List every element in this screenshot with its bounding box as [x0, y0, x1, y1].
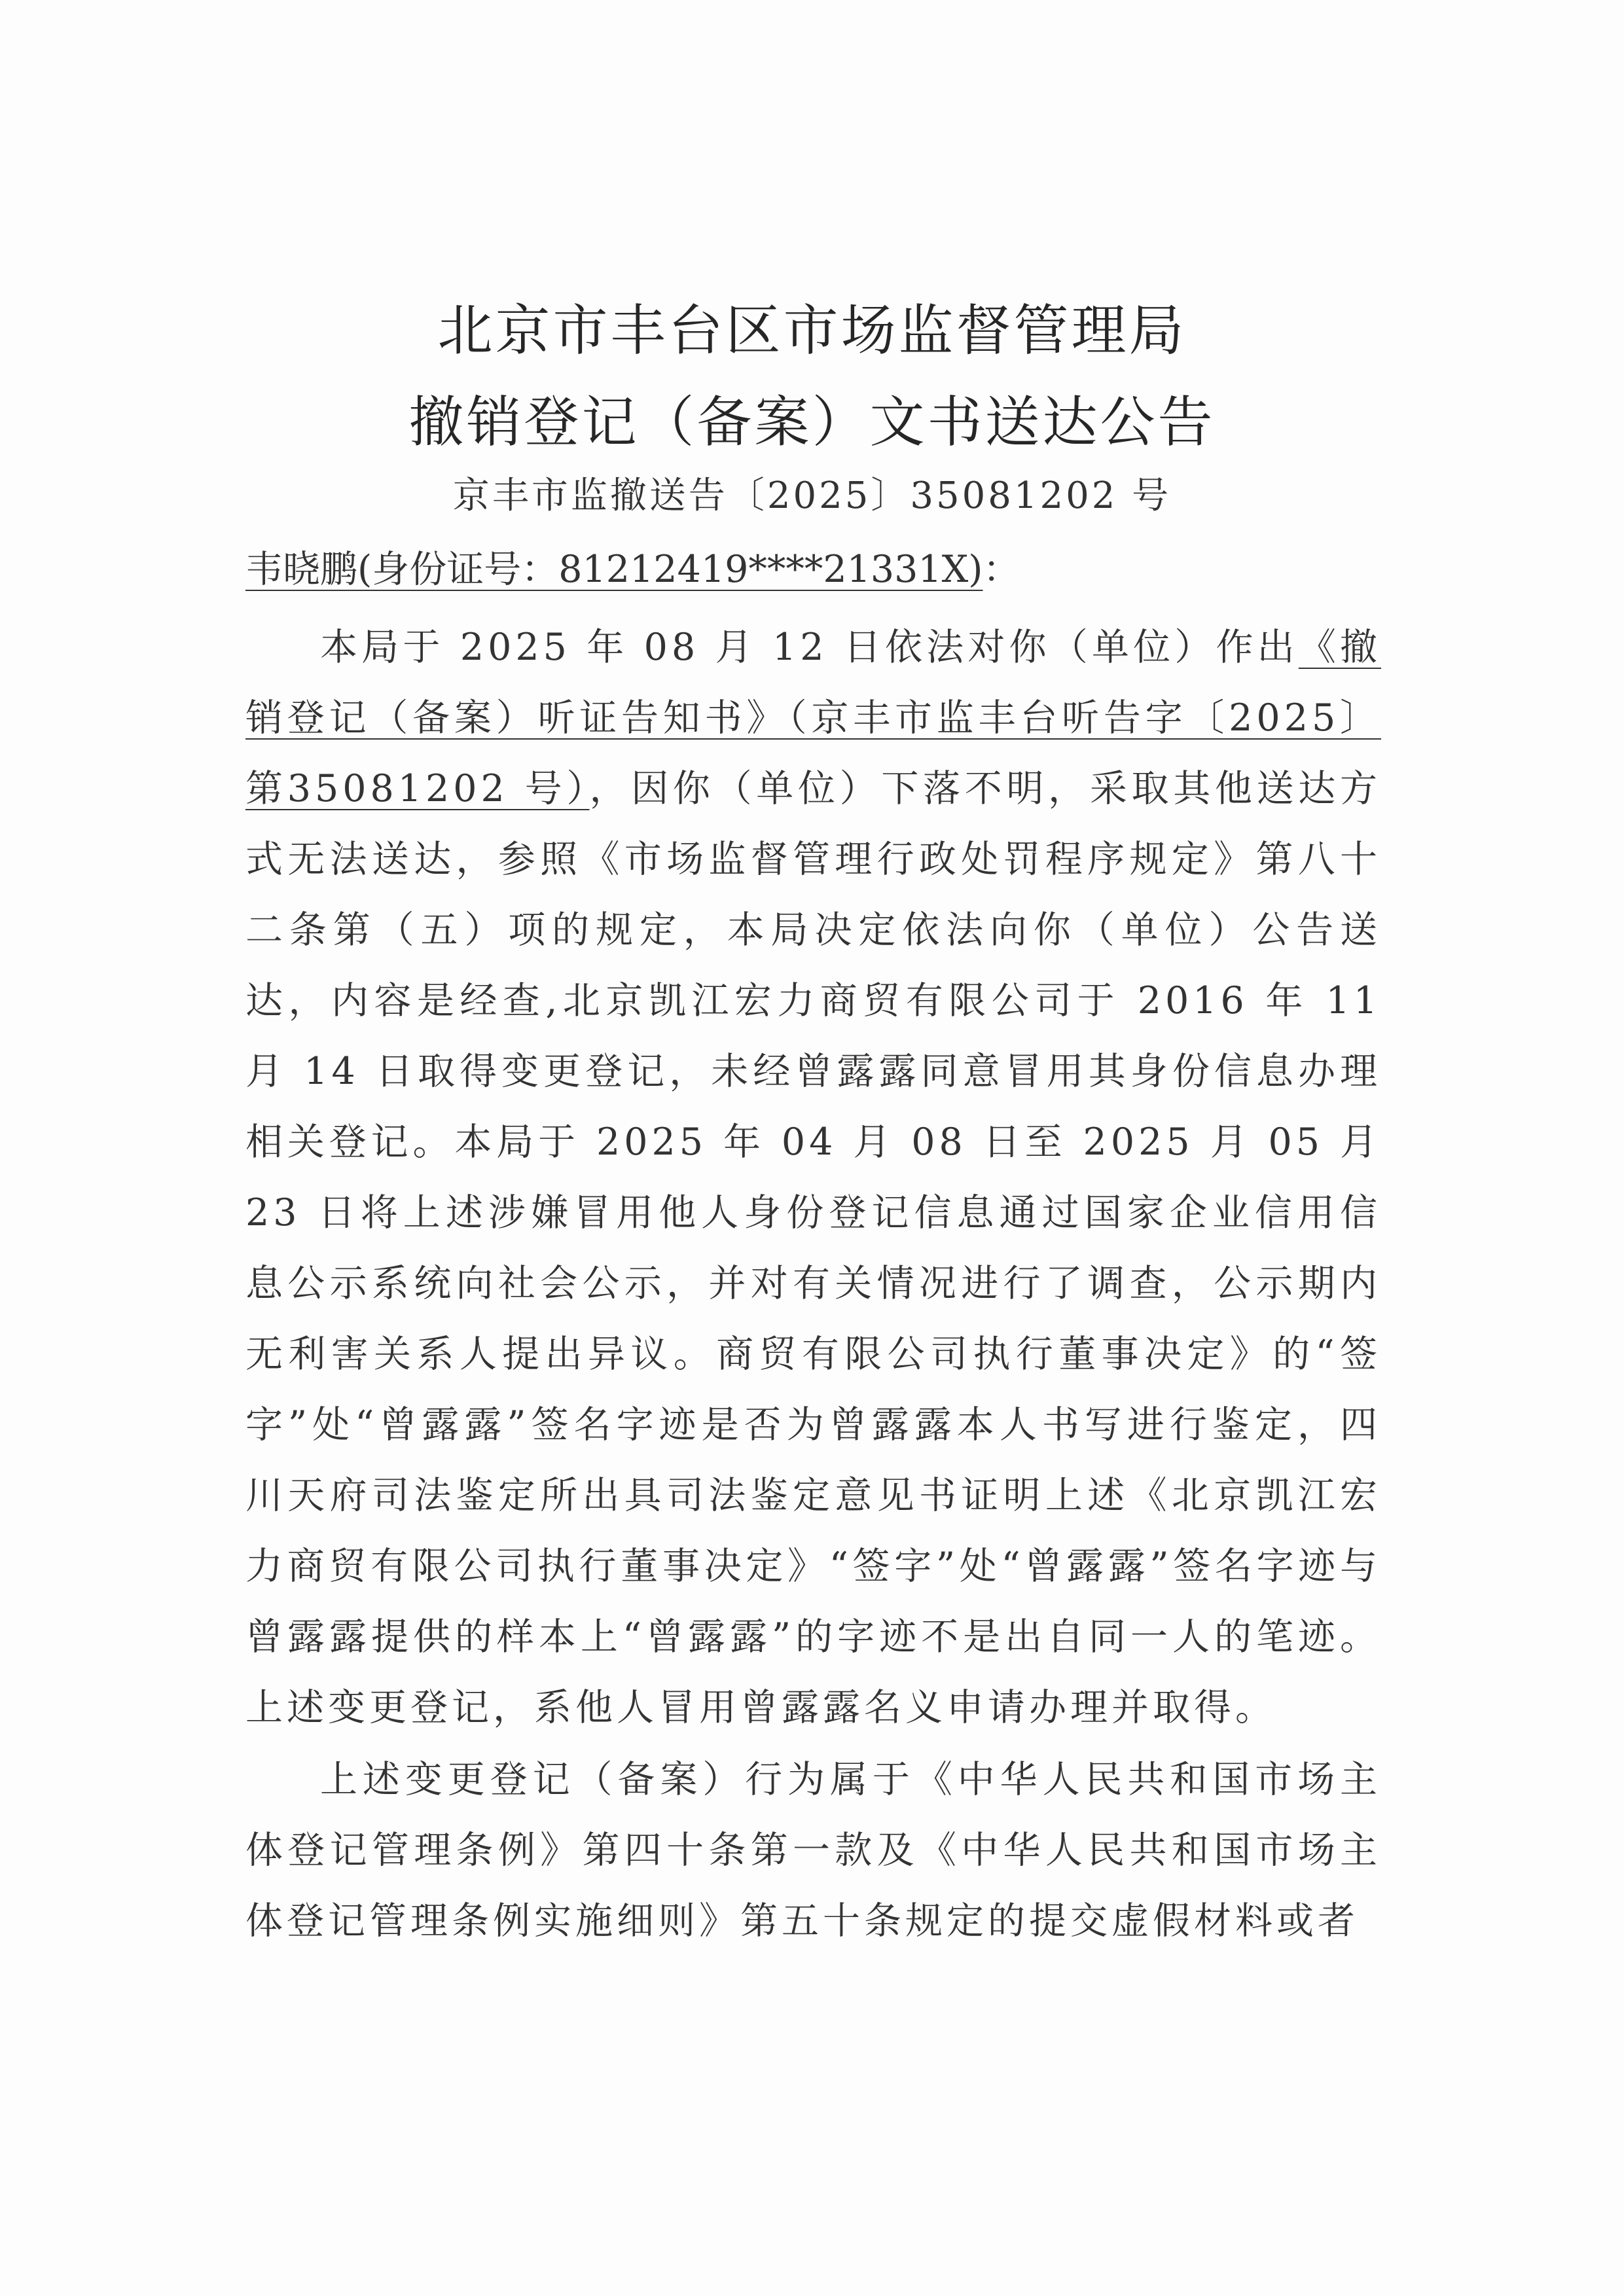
paragraph-2-text: 上述变更登记（备案）行为属于《中华人民共和国市场主体登记管理条例》第四十条第一款及《中华人民共和国市场主体登记管理条例实施细则》第五十条规定的提交虚假材料或者 [245, 1758, 1381, 1943]
addressee-name: 韦晓鹏(身份证号：81212419****21331X) [245, 548, 983, 591]
paragraph-1 [245, 612, 1381, 1743]
paragraph-1-part2: ，因你（单位）下落不明，采取其他送达方式无法送达，参照《市场监督管理行政处罚程序规定》第八十二条第（五）项的规定，本局决定依法向你（单位）公告送达，内容是经查,北京凯江宏力商贸有限公司于 2016 年 11 月 14 日取得变更登记，未经曾露露同意冒用其身份信息办理相关登记。本局于 2025 年 04 月 08 日至 2025 月 05 月 23 日将上述涉嫌冒用他人身份登记信息通过国家企业信用信息公示系统向社会公示，并对有关情况进行了调查，公示期内无利害关系人提出异议。商贸有限公司执行董事决定》的“签字”处“曾露露”签名字迹是否为曾露露本人书写进行鉴定，四川天府司法鉴定所出具司法鉴定意见书证明上述《北京凯江宏力商贸有限公司执行董事决定》“签字”处“曾露露”签名字迹与曾露露提供的样本上“曾露露”的字迹不是出自同一人的笔迹。上述变更登记，系他人冒用曾露露名义申请办理并取得。 [245, 767, 1381, 1729]
document-number: 京丰市监撤送告〔2025〕35081202 号 [452, 475, 1172, 517]
addressee-line [245, 543, 1020, 596]
document-title-line2: 撤销登记（备案）文书送达公告 [408, 390, 1216, 454]
paragraph-2 [245, 1744, 1381, 1956]
addressee-colon: ： [983, 548, 1020, 591]
referenced-document: 《撤销登记（备案）听证告知书》（京丰市监丰台听告字〔2025〕第35081202 号） [245, 626, 1381, 810]
document-title-line1: 北京市丰台区市场监督管理局 [437, 298, 1187, 363]
paragraph-1-part1: 本局于 2025 年 08 月 12 日依法对你（单位）作出 [320, 626, 1299, 669]
